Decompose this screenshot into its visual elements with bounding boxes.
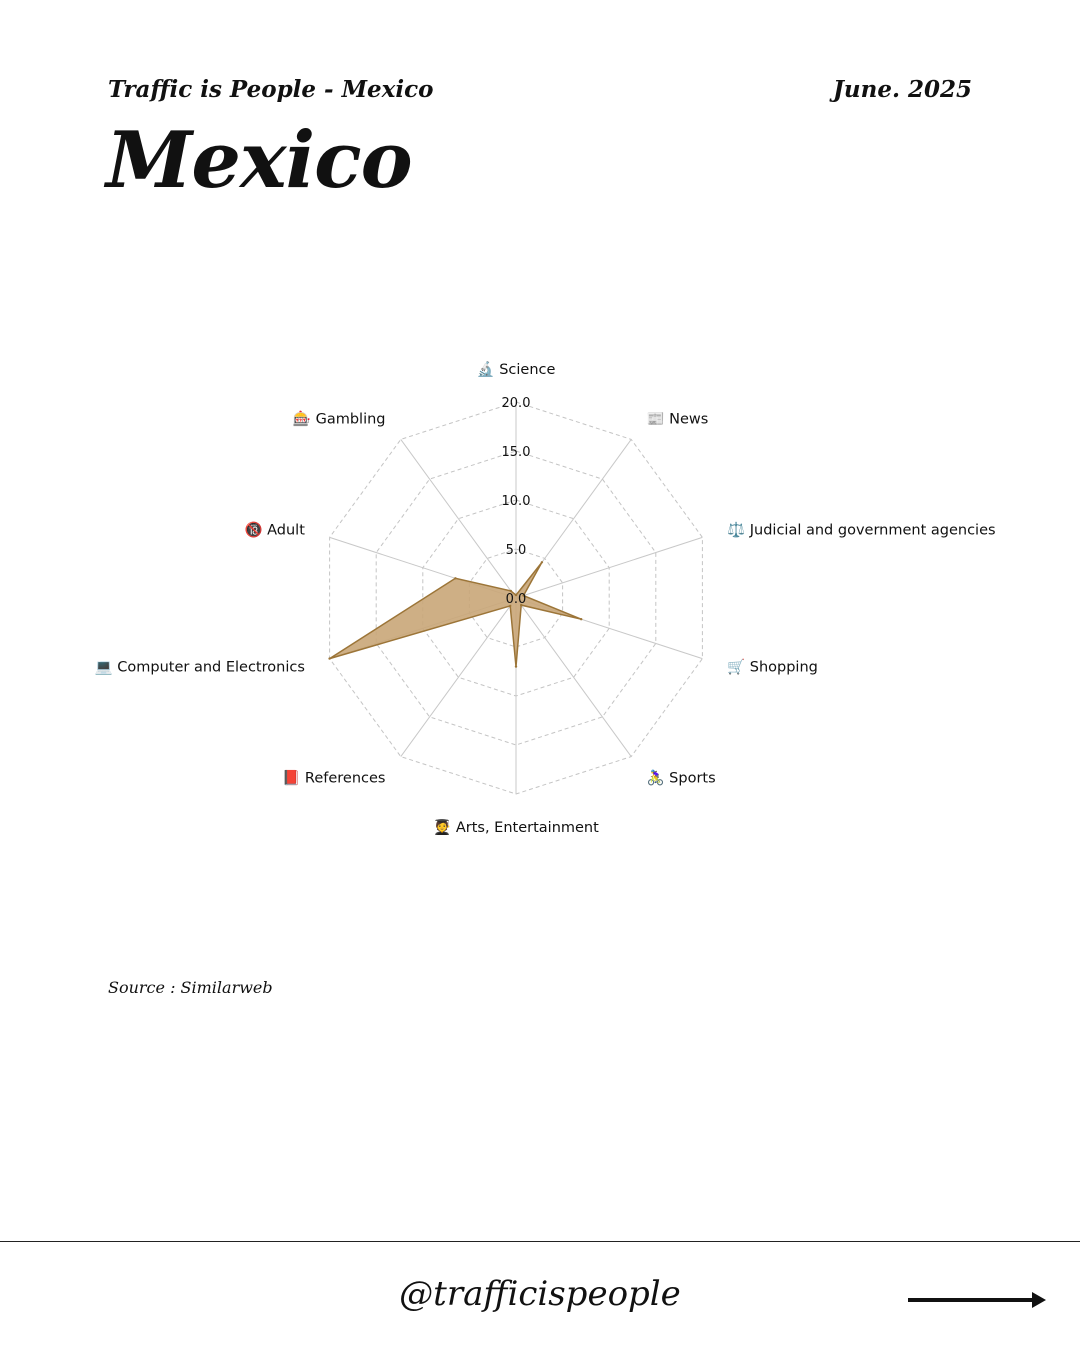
footer-handle[interactable]: @trafficispeople (399, 1274, 681, 1314)
category-labels (95, 360, 996, 836)
source-note: Source : Similarweb (108, 978, 273, 997)
category-label: 🧑‍🎓 Arts, Entertainment (433, 820, 599, 836)
grid-spoke (516, 598, 631, 757)
tick-label: 15.0 (501, 445, 531, 460)
radar-point (541, 561, 543, 563)
tick-label: 0.0 (505, 592, 527, 607)
grid-spoke (401, 439, 516, 598)
footer-divider (0, 1241, 1080, 1242)
tick-label: 10.0 (501, 494, 531, 509)
category-label: 🚴‍♀️ Sports (646, 770, 716, 787)
tick-label: 20.0 (501, 396, 531, 411)
category-label: 🎰 Gambling (292, 411, 386, 428)
radar-series (328, 561, 582, 668)
radar-point (515, 665, 517, 667)
category-label: 💻 Computer and Electronics (94, 659, 305, 676)
page-title: Mexico (106, 115, 412, 206)
category-label: ⚖️ Judicial and government agencies (727, 522, 996, 539)
arrow-right-icon[interactable] (908, 1290, 1048, 1310)
category-label: 🔬 Science (476, 362, 556, 378)
series-title: Traffic is People - Mexico (108, 76, 434, 103)
tick-label: 5.0 (505, 543, 527, 558)
radar-point (328, 657, 330, 659)
radar-point (580, 618, 582, 620)
category-label: 📰 News (646, 411, 709, 428)
category-label: 🔞 Adult (244, 522, 305, 539)
radar-point (454, 577, 456, 579)
report-date: June. 2025 (833, 76, 972, 103)
category-label: 🛒 Shopping (727, 659, 818, 676)
category-label: 📕 References (282, 770, 386, 787)
